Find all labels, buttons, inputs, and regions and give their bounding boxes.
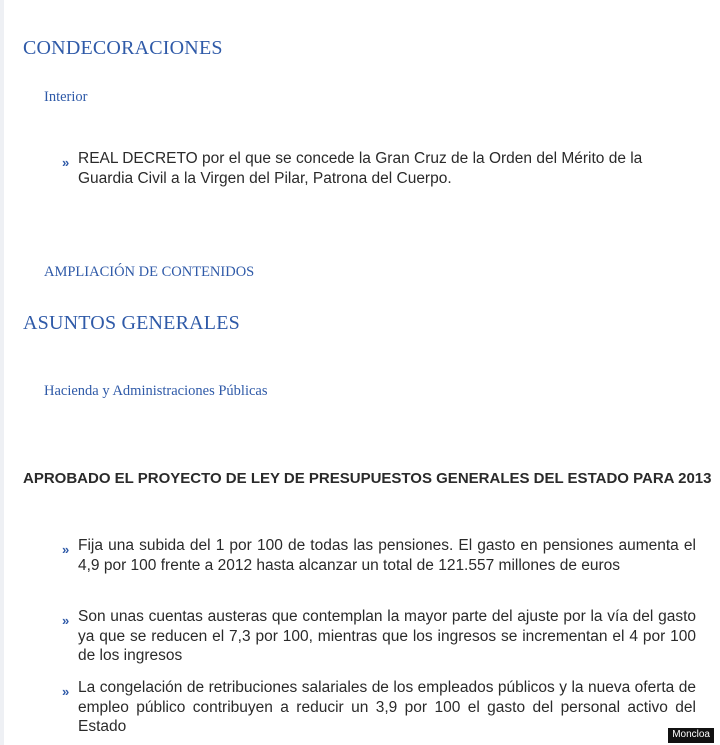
subsection-interior[interactable]: Interior [44,89,88,105]
decreto-text: REAL DECRETO por el que se concede la Gran Cruz de la Orden del Mérito de la Guardia Civil a la Virgen del Pilar, Patrona del Cuerpo. [78,150,643,187]
bullet-text: Fija una subida del 1 por 100 de todas las pensiones. El gasto en pensiones aumenta el 4,9 por 100 frente a 2012 hasta alcanzar un total de 121.557 millones de euros [78,537,696,574]
headline-presupuestos: APROBADO EL PROYECTO DE LEY DE PRESUPUESTOS GENERALES DEL ESTADO PARA 2013 [23,470,712,487]
bullet-item-pensiones [62,536,696,575]
subsection-hacienda[interactable]: Hacienda y Administraciones Públicas [44,383,268,399]
bullet-icon: » [62,155,70,170]
bullet-icon: » [62,613,70,628]
bullet-icon: » [62,542,70,557]
photo-credit: Moncloa [668,728,714,743]
bullet-icon: » [62,684,70,699]
section-title-condecoraciones: CONDECORACIONES [23,37,223,59]
bullet-item-retribuciones [62,678,696,737]
decreto-item [62,149,696,188]
section-title-asuntos-generales: ASUNTOS GENERALES [23,312,240,334]
bullet-text: Son unas cuentas austeras que contemplan la mayor parte del ajuste por la vía del gasto ya que se reducen el 7,3 por 100, mientras que los ingresos se incrementan el 4 por 100 de los ingresos [78,608,696,664]
bullet-item-cuentas [62,607,696,666]
bullet-text: La congelación de retribuciones salariales de los empleados públicos y la nueva oferta de empleo público contribuyen a reducir un 3,9 por 100 el gasto del personal activo del Estado [78,679,696,735]
ampliacion-contenidos-link[interactable]: AMPLIACIÓN DE CONTENIDOS [44,264,255,280]
